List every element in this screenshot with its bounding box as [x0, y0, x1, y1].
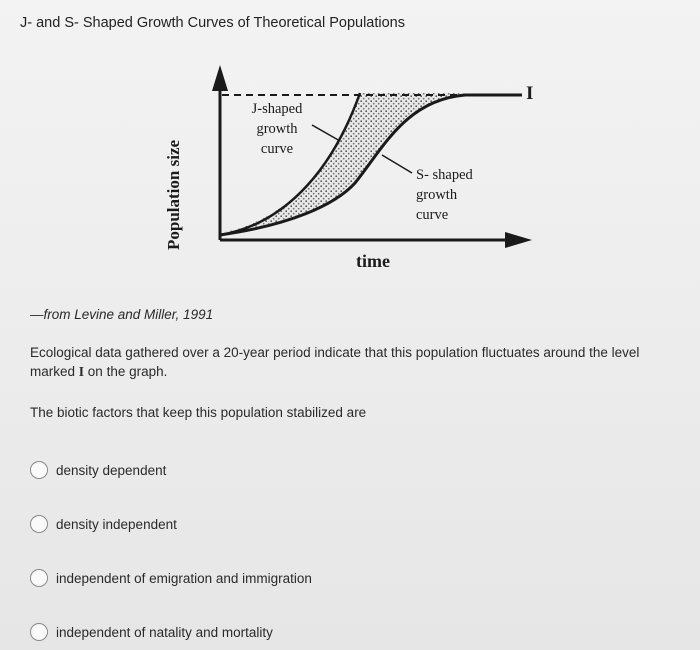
answer-option-density-independent[interactable] — [30, 515, 177, 533]
answer-option-label[interactable]: independent of emigration and immigration — [56, 570, 312, 586]
answer-option-label[interactable]: independent of natality and mortality — [56, 624, 273, 640]
j-curve-label-line: growth — [256, 121, 298, 137]
radio-button[interactable] — [30, 461, 48, 479]
question-text — [30, 343, 685, 381]
question-text-after: on the graph. — [84, 364, 168, 379]
x-axis-label: time — [356, 251, 390, 271]
j-label-pointer — [312, 125, 340, 141]
y-axis-arrow — [212, 65, 228, 91]
question-prompt: The biotic factors that keep this population stabilized are — [30, 405, 367, 420]
level-i-label: I — [526, 83, 534, 104]
y-axis-label: Population size — [164, 139, 183, 250]
answer-option-density-dependent[interactable] — [30, 461, 166, 479]
page-title: J- and S- Shaped Growth Curves of Theoretical Populations — [20, 15, 405, 31]
radio-button[interactable] — [30, 515, 48, 533]
answer-option-label[interactable]: density independent — [56, 516, 177, 532]
level-marker: I — [78, 364, 85, 379]
s-curve-label-line: S- shaped — [416, 167, 473, 183]
answer-option-migration-independent[interactable] — [30, 569, 312, 587]
s-curve-label-line: curve — [416, 207, 449, 223]
s-curve-label — [416, 165, 496, 225]
answer-option-natality-mortality-independent[interactable] — [30, 623, 273, 641]
s-label-pointer — [382, 155, 412, 173]
j-curve-label-line: J-shaped — [251, 101, 303, 117]
j-curve-label-line: curve — [260, 141, 294, 157]
radio-button[interactable] — [30, 623, 48, 641]
question-text-before: Ecological data gathered over a 20-year period indicate that this population fluctuates around the level marked — [30, 345, 640, 379]
citation: —from Levine and Miller, 1991 — [30, 307, 214, 322]
answer-option-label[interactable]: density dependent — [56, 462, 167, 478]
x-axis-arrow — [505, 232, 532, 248]
radio-button[interactable] — [30, 569, 48, 587]
s-curve-label-line: growth — [416, 187, 458, 203]
j-curve-label — [244, 99, 310, 159]
growth-curve-figure — [160, 55, 560, 290]
